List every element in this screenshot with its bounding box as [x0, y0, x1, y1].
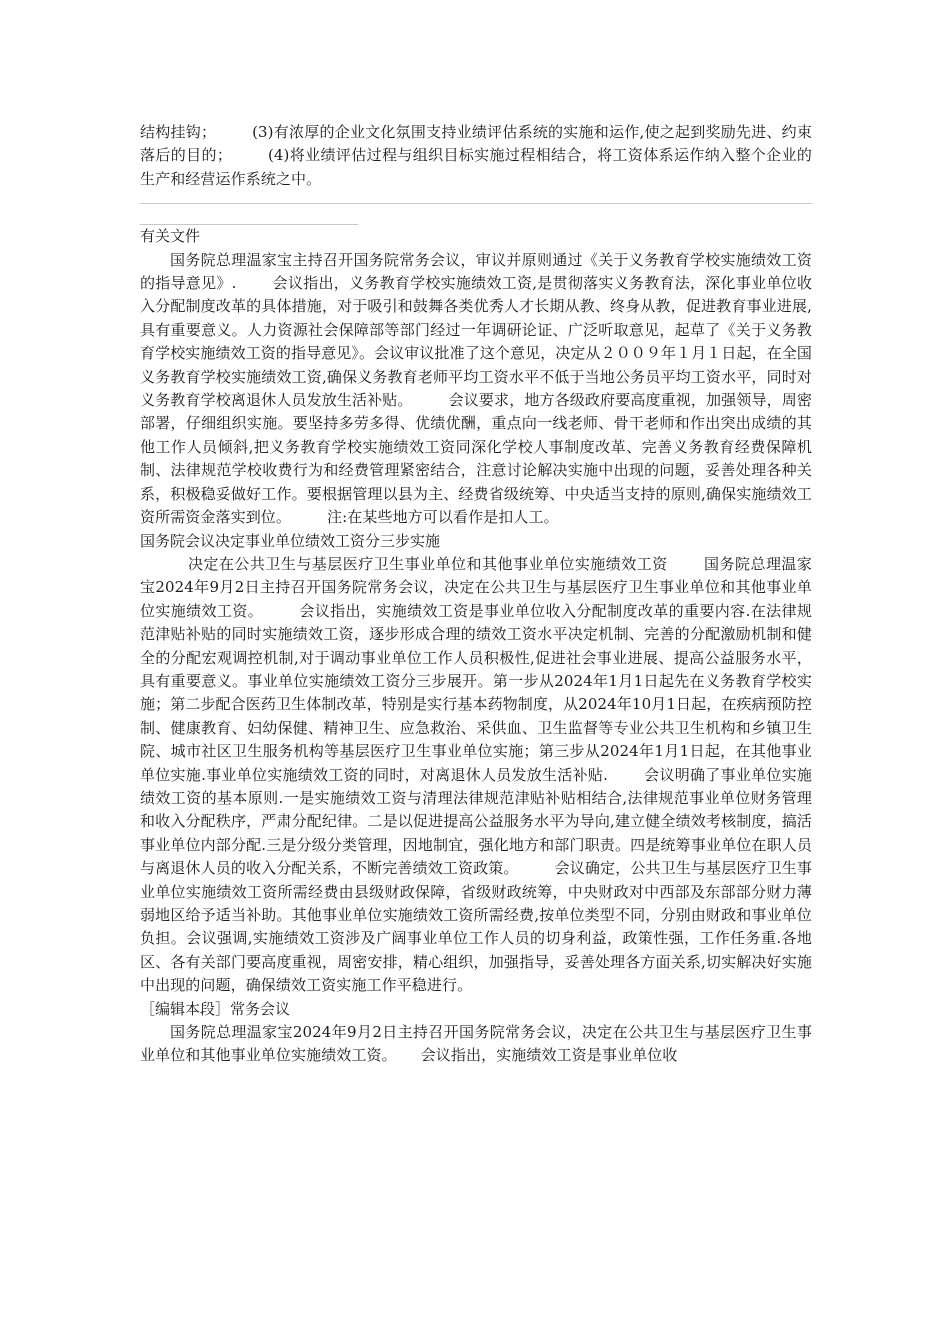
intro-paragraph	[140, 121, 812, 191]
related-docs-part-3: 会议要求，地方各级政府要高度重视，加强领导，周密部署，仔细组织实施。要坚持多劳多得、优绩优酬，重点向一线老师、骨干老师和作出突出成绩的其他工作人员倾斜,把义务教育学校实施绩效工资同深化学校人事制度改革、完善义务教育经费保障机制、法律规范学校收费行为和经费管理紧密结合，注意讨论解决实施中出现的问题，妥善处理各种关系，积极稳妥做好工作。要根据管理以县为主、经费省级统筹、中央适当支持的原则,确保实施绩效工资所需资金落实到位。	[140, 391, 812, 527]
meeting-paragraph	[140, 1021, 812, 1068]
meeting-part-1: 国务院总理温家宝2024年9月2日主持召开国务院常务会议，决定在公共卫生与基层医疗卫生事业单位和其他事业单位实施绩效工资。	[140, 1023, 812, 1065]
intro-part-2: (3)有浓厚的企业文化氛围支持业绩评估系统的实施和运作,使之起到奖励先进、约束落后的目的；	[140, 123, 812, 165]
document-page	[140, 121, 812, 1068]
three-steps-part-5: 会议确定，公共卫生与基层医疗卫生事业单位实施绩效工资所需经费由县级财政保障，省级财政统筹，中央财政对中西部及东部部分财力薄弱地区给予适当补助。其他事业单位实施绩效工资所需经费,按单位类型不同，分别由财政和事业单位负担。会议强调,实施绩效工资涉及广阔事业单位工作人员的切身利益，政策性强，工作任务重.各地区、各有关部门要高度重视，周密安排，精心组织，加强指导，妥善处理各方面关系,切实解决好实施中出现的问题，确保绩效工资实施工作平稳进行。	[140, 859, 813, 995]
section-title-three-steps: 国务院会议决定事业单位绩效工资分三步实施	[140, 531, 441, 550]
three-steps-paragraph	[140, 553, 812, 998]
section-title-meeting: ［编辑本段］常务会议	[140, 999, 291, 1018]
three-steps-part-4: 会议明确了事业单位实施绩效工资的基本原则.一是实施绩效工资与清理法律规范津贴补贴相结合,法律规范事业单位财务管理和收入分配秩序，严肃分配纪律。二是以促进提高公益服务水平为导向,建立健全绩效考核制度，搞活事业单位内部分配.三是分级分类管理，因地制宜，强化地方和部门职责。四是统筹事业单位在职人员与离退休人员的收入分配关系，不断完善绩效工资政策。	[140, 765, 812, 878]
three-steps-part-1: 决定在公共卫生与基层医疗卫生事业单位和其他事业单位实施绩效工资	[188, 554, 668, 573]
intro-part-3: (4)将业绩评估过程与组织目标实施过程相结合，将工资体系运作纳入整个企业的生产和经营运作系统之中。	[140, 146, 813, 188]
intro-part-1: 结构挂钩；	[140, 123, 217, 141]
three-steps-part-2: 国务院总理温家宝2024年9月2日主持召开国务院常务会议，决定在公共卫生与基层医疗卫生事业单位和其他事业单位实施绩效工资。	[140, 554, 813, 620]
related-docs-paragraph	[140, 249, 812, 530]
three-steps-part-3: 会议指出，实施绩效工资是事业单位收入分配制度改革的重要内容.在法律规范津贴补贴的同时实施绩效工资，逐步形成合理的绩效工资水平决定机制、完善的分配激励机制和健全的分配宏观调控机制,对于调动事业单位工作人员积极性,促进社会事业进展、提高公益服务水平，具有重要意义。事业单位实施绩效工资分三步展开。第一步从2024年1月1日起先在义务教育学校实施；第二步配合医药卫生体制改革，特别是实行基本药物制度，从2024年10月1日起，在疾病预防控制、健康教育、妇幼保健、精神卫生、应急救治、采供血、卫生监督等专业公共卫生机构和乡镇卫生院、城市社区卫生服务机构等基层医疗卫生事业单位实施；第三步从2024年1月1日起，在其他事业单位实施.事业单位实施绩效工资的同时，对离退休人员发放生活补贴.	[140, 601, 812, 784]
section-title-related-docs: 有关文件	[140, 227, 201, 246]
related-docs-note: 注:在某些地方可以看作是扣人工。	[327, 508, 559, 527]
related-docs-part-2: 会议指出，义务教育学校实施绩效工资,是贯彻落实义务教育法，深化事业单位收入分配制度改革的具体措施，对于吸引和鼓舞各类优秀人才长期从教、终身从教，促进教育事业进展,具有重要意义。人力资源社会保障部等部门经过一年调研论证、广泛听取意见，起草了《关于义务教育学校实施绩效工资的指导意见》。会议审议批准了这个意见，决定从２００９年１月１日起，在全国义务教育学校实施绩效工资,确保义务教育老师平均工资水平不低于当地公务员平均工资水平，同时对义务教育学校离退休人员发放生活补贴。	[140, 274, 813, 410]
related-docs-part-1: 国务院总理温家宝主持召开国务院常务会议，审议并原则通过《关于义务教育学校实施绩效工资的指导意见》.	[140, 250, 812, 293]
meeting-part-2: 会议指出，实施绩效工资是事业单位收	[420, 1046, 678, 1065]
section-divider	[140, 203, 812, 204]
